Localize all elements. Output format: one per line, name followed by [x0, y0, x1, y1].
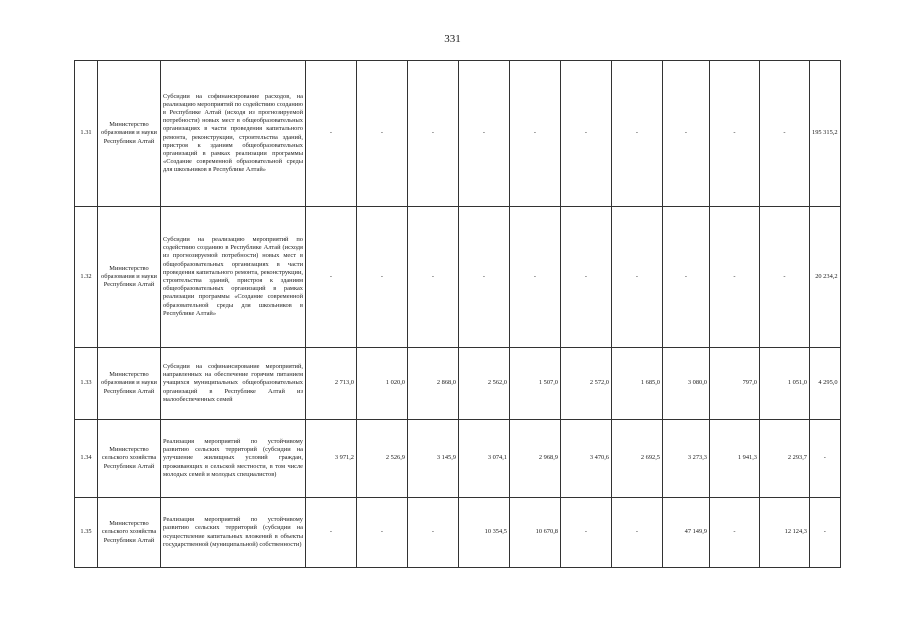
row-number: 1.31	[75, 61, 98, 207]
value-cell: 10 354,5	[459, 498, 510, 568]
value-cell: 3 074,1	[459, 420, 510, 498]
value-cell: -	[663, 207, 710, 348]
value-cell: -	[357, 61, 408, 207]
value-cell: -	[306, 207, 357, 348]
value-cell: -	[459, 61, 510, 207]
row-number: 1.33	[75, 348, 98, 420]
table-body	[75, 61, 841, 568]
value-cell: 2 692,5	[612, 420, 663, 498]
value-cell: -	[306, 61, 357, 207]
value-cell: 3 470,6	[561, 420, 612, 498]
value-cell: -	[408, 61, 459, 207]
value-cell: -	[510, 207, 561, 348]
value-cell: -	[408, 498, 459, 568]
value-cell: 1 020,0	[357, 348, 408, 420]
value-cell: 3 971,2	[306, 420, 357, 498]
row-number: 1.34	[75, 420, 98, 498]
value-cell: 2 868,0	[408, 348, 459, 420]
table-row	[75, 420, 841, 498]
table-row	[75, 61, 841, 207]
table-row	[75, 498, 841, 568]
value-cell: 1 685,0	[612, 348, 663, 420]
value-cell: 2 713,0	[306, 348, 357, 420]
value-cell: -	[561, 61, 612, 207]
value-cell: 3 080,0	[663, 348, 710, 420]
value-cell: 195 315,2	[810, 61, 841, 207]
value-cell: 12 124,3	[760, 498, 810, 568]
table-row	[75, 348, 841, 420]
value-cell: 2 562,0	[459, 348, 510, 420]
row-organization: Министерство образования и науки Республики Алтай	[98, 348, 161, 420]
row-organization: Министерство образования и науки Республики Алтай	[98, 61, 161, 207]
table-row	[75, 207, 841, 348]
value-cell: 797,0	[710, 348, 760, 420]
row-description: Субсидии на софинансирование расходов, на реализацию мероприятий по содействию созданию в Республике Алтай (исходя из прогнозируемой потребности) новых мест в общеобразовательных организациях в части проведения капитального ремонта, реконструкции, строительства зданий, пристроя к зданиям общеобразовательных организаций в рамках реализации программы «Создание современной образовательной среды для школьников в Республике Алтай»	[161, 61, 306, 207]
value-cell: -	[710, 61, 760, 207]
row-description: Субсидии на софинансирование мероприятий, направленных на обеспечение горячим питанием учащихся муниципальных общеобразовательных организаций в Республике Алтай из малообеспеченных семей	[161, 348, 306, 420]
value-cell: 2 293,7	[760, 420, 810, 498]
value-cell: 10 670,8	[510, 498, 561, 568]
value-cell: -	[561, 207, 612, 348]
value-cell: -	[612, 207, 663, 348]
row-number: 1.35	[75, 498, 98, 568]
value-cell: 1 507,0	[510, 348, 561, 420]
value-cell: -	[306, 498, 357, 568]
budget-table	[74, 60, 841, 568]
value-cell: 2 968,9	[510, 420, 561, 498]
row-number: 1.32	[75, 207, 98, 348]
value-cell: -	[810, 498, 841, 568]
value-cell: -	[561, 498, 612, 568]
value-cell: -	[710, 207, 760, 348]
value-cell: -	[760, 61, 810, 207]
value-cell: -	[357, 207, 408, 348]
value-cell: 20 234,2	[810, 207, 841, 348]
row-organization: Министерство сельского хозяйства Республики Алтай	[98, 498, 161, 568]
row-description: Субсидии на реализацию мероприятий по содействию созданию в Республике Алтай (исходя из прогнозируемой потребности) новых мест в общеобразовательных организациях в части проведения капитального ремонта, реконструкции, строительства зданий, пристроя к зданиям общеобразовательных организаций в рамках реализации программы «Создание современной образовательной среды для школьников в Республике Алтай»	[161, 207, 306, 348]
value-cell: 2 572,0	[561, 348, 612, 420]
value-cell: -	[510, 61, 561, 207]
value-cell: -	[810, 420, 841, 498]
value-cell: -	[760, 207, 810, 348]
row-description: Реализация мероприятий по устойчивому развитию сельских территорий (субсидии на улучшение жилищных условий граждан, проживающих в сельской местности, в том числе молодых семей и молодых специалистов)	[161, 420, 306, 498]
page-number: 331	[444, 33, 461, 45]
value-cell: -	[612, 498, 663, 568]
value-cell: -	[357, 498, 408, 568]
value-cell: 1 941,3	[710, 420, 760, 498]
value-cell: -	[459, 207, 510, 348]
value-cell: 2 526,9	[357, 420, 408, 498]
value-cell: 47 149,9	[663, 498, 710, 568]
value-cell: -	[408, 207, 459, 348]
value-cell: -	[612, 61, 663, 207]
value-cell: 3 273,3	[663, 420, 710, 498]
value-cell: -	[663, 61, 710, 207]
value-cell: 4 295,0	[810, 348, 841, 420]
row-description: Реализация мероприятий по устойчивому развитию сельских территорий (субсидии на осуществление капитальных вложений в объекты государственной (муниципальной) собственности)	[161, 498, 306, 568]
value-cell: 3 145,9	[408, 420, 459, 498]
row-organization: Министерство образования и науки Республики Алтай	[98, 207, 161, 348]
value-cell: -	[710, 498, 760, 568]
value-cell: 1 051,0	[760, 348, 810, 420]
row-organization: Министерство сельского хозяйства Республики Алтай	[98, 420, 161, 498]
